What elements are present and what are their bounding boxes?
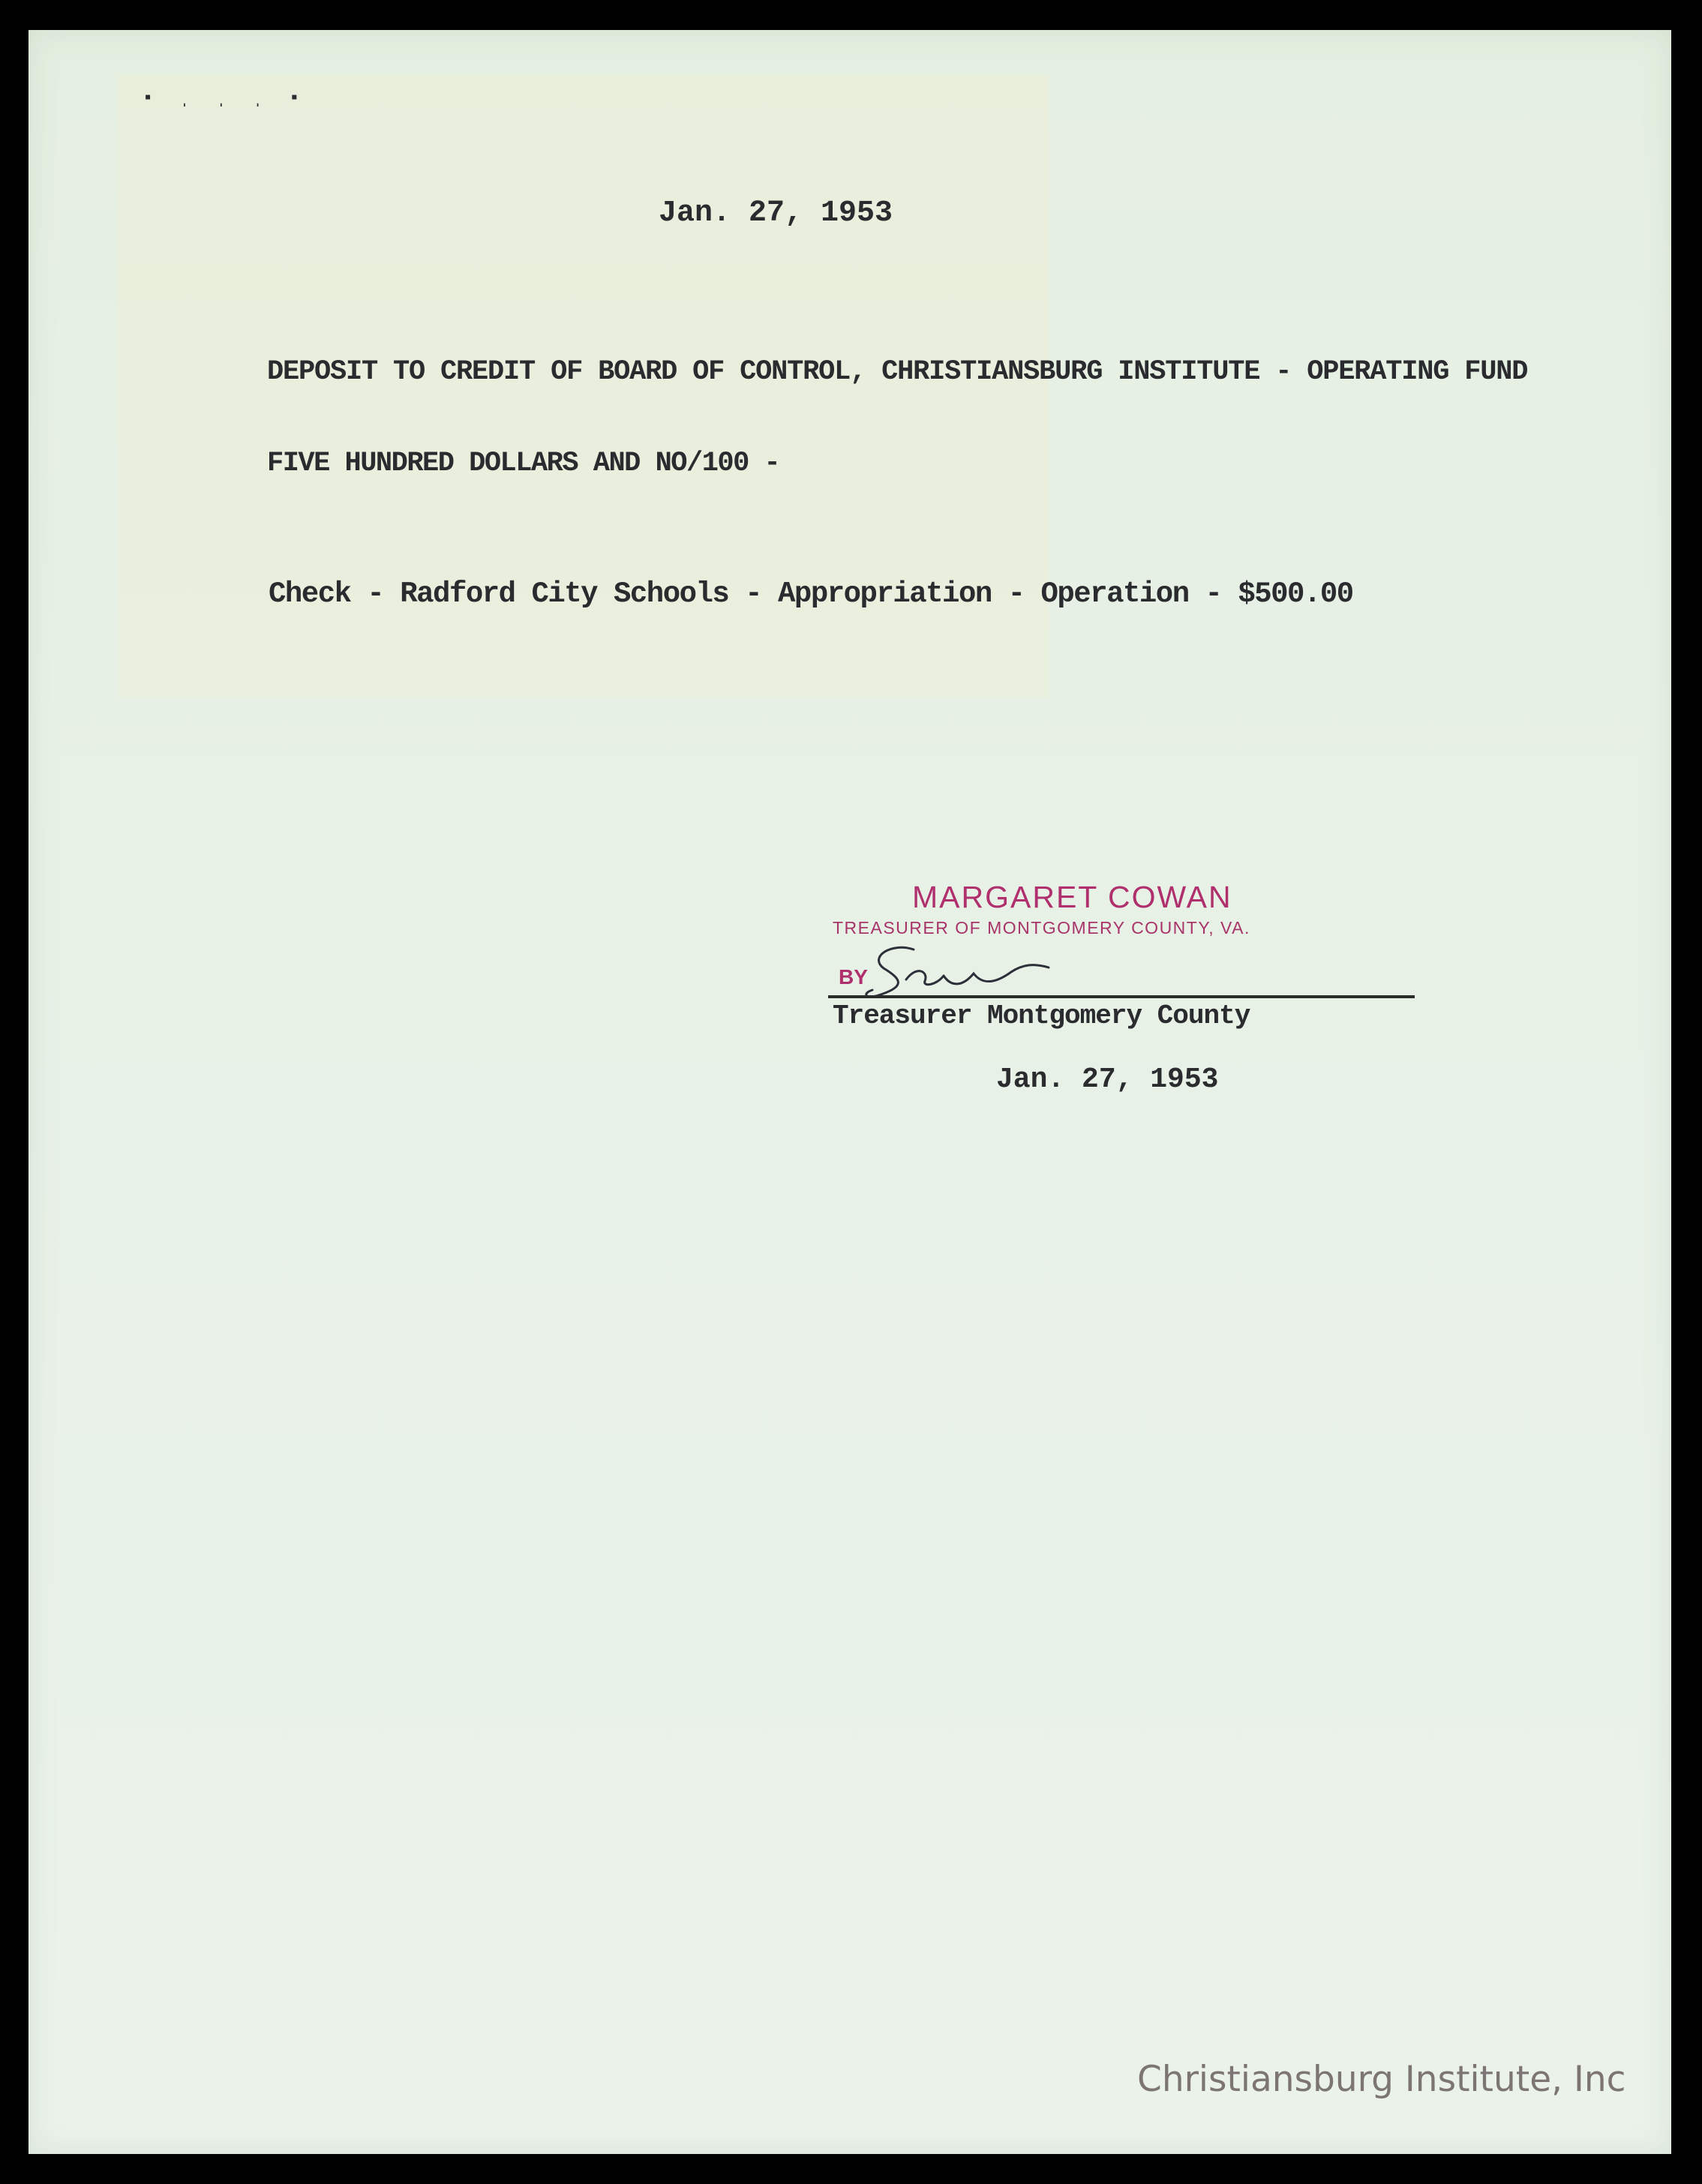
document-date: Jan. 27, 1953 (659, 196, 893, 230)
archive-watermark: Christiansburg Institute, Inc (1137, 2059, 1626, 2100)
document-page (29, 30, 1671, 2154)
signature-date: Jan. 27, 1953 (996, 1064, 1219, 1096)
amount-in-words: FIVE HUNDRED DOLLARS AND NO/100 - (267, 448, 780, 479)
top-marks: ▪ ˌ ˌ ˌ ▪ (143, 88, 308, 109)
stamp-treasurer-title: TREASURER OF MONTGOMERY COUNTY, VA. (833, 918, 1250, 938)
signature-caption: Treasurer Montgomery County (833, 1000, 1250, 1031)
stamp-by-label: BY (839, 965, 868, 988)
signature-line (828, 995, 1415, 998)
check-details: Check - Radford City Schools - Appropriation - Operation - $500.00 (269, 578, 1353, 610)
deposit-heading: DEPOSIT TO CREDIT OF BOARD OF CONTROL, CHRISTIANSBURG INSTITUTE - OPERATING FUND (267, 356, 1528, 388)
handwritten-signature (861, 934, 1079, 1002)
stamp-treasurer-name: MARGARET COWAN (912, 880, 1232, 914)
